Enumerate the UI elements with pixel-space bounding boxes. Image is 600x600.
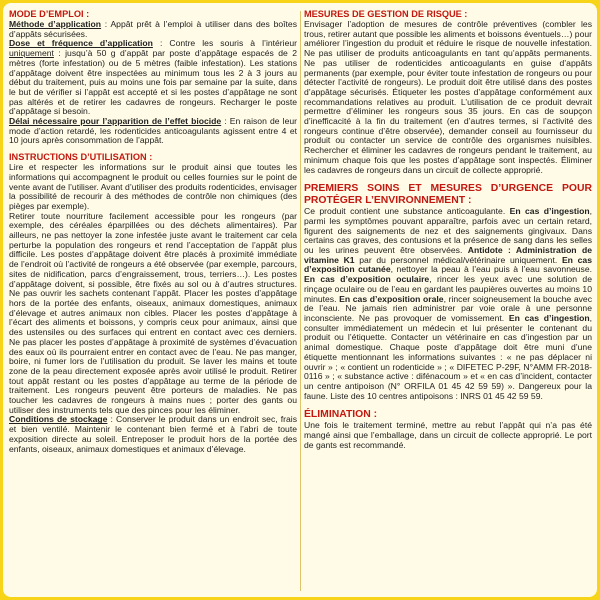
- ps-bold-3: En cas d’exposition cutanée: [304, 254, 592, 275]
- instructions-paragraph-1: Lire et respecter les informations sur le produit ainsi que toutes les informations qui accompagnent le produit ou celles fournies sur le point de vente avant de l’utiliser. Avant d’utiliser des produits rodenticides, envisager la possibilité de recourir à des méthodes de contrôle non chimiques (des pièges par exemple).: [9, 162, 297, 211]
- elimination-text: Une fois le traitement terminé, mettre au rebut l’appât qui n’a pas été mangé ainsi que l’emballage, dans un circuit de collecte approprié. Le port de gants est recommandé.: [304, 420, 592, 450]
- delai-text: : En raison de leur mode d’action retardé, les rodenticides anticoagulants agissent entre 4 et 10 jours après consommation de l’appât.: [9, 116, 297, 146]
- dose-label: Dose et fréquence d’application: [9, 38, 153, 49]
- dose-text-1: : Contre les souris à l’intérieur: [152, 38, 297, 49]
- ps-bold-4: En cas d’exposition oculaire: [304, 274, 430, 285]
- ps-text-4: , nettoyer la peau à l’eau puis à l’eau savonneuse.: [390, 264, 592, 275]
- ps-bold-5: En cas d’exposition orale: [339, 293, 444, 304]
- left-column: [9, 9, 297, 454]
- premiers-soins-heading: PREMIERS SOINS ET MESURES D’URGENCE POUR PROTÉGER L’ENVIRONNEMENT :: [304, 183, 592, 207]
- instructions-heading: INSTRUCTIONS D’UTILISATION :: [9, 152, 153, 163]
- delai-label: Délai nécessaire pour l’apparition de l’effet biocide: [9, 116, 222, 127]
- ps-text-6: , rincer soigneusement la bouche avec de l’eau. Ne jamais rien administrer par voie orale à une personne inconsciente. Ne pas provoquer de vomissement.: [304, 293, 592, 323]
- column-divider: [300, 11, 301, 591]
- dose-paragraph: [9, 39, 297, 117]
- instructions-paragraph-2: Retirer toute nourriture facilement accessible pour les rongeurs (par exemple, des céréales éparpillées ou des déchets alimentaires). Par ailleurs, ne pas nettoyer la zone infestée juste avant le traitement car cela perturbe la population des rongeurs et rend l’acceptation de l’appât plus difficile. Les postes d’appâtage doivent être placés à proximité immédiate de l’endroit où l’activité de rongeurs a été observée (par exemple, parcours, sites de nidification, parcs d’engraissement, trous, terriers…). Les postes d’appâtage doivent, si possible, être fixés au sol ou à d’autres structures. Ne pas ouvrir les sachets contenant l’appât. Placer les postes d’appâtage hors de la portée des enfants, oiseaux, animaux domestiques, animaux d’élevage et autres animaux non cibles. Placer les postes d’appâtage à l’écart des aliments et boissons, y compris ceux pour animaux, ainsi que des ustensiles ou des surfaces qui entrent en contact avec ces derniers. Ne pas placer les postes d’appâtage à proximité de systèmes d’évacuation des eaux où ils pourraient entrer en contact avec de l’eau. Ne pas manger, boire, ni fumer lors de l’utilisation du produit. Se laver les mains et toute zone de la peau directement exposée après avoir utilisé le produit. Retirer tout appât restant ou les postes d’appâtage au terme de la période de traitement. Les rongeurs peuvent être porteurs de maladies. Ne pas toucher les cadavres de rongeurs à mains nues ; porter des gants ou utiliser des instruments tels que des pinces pour les éliminer.: [9, 210, 297, 415]
- premiers-soins-paragraph: [304, 207, 592, 401]
- mesures-heading: MESURES DE GESTION DE RISQUE :: [304, 9, 468, 19]
- methode-paragraph: [9, 20, 297, 39]
- ps-bold-2: Antidote : Administration de vitamine K1: [304, 245, 592, 265]
- methode-text: : Appât prêt à l’emploi à utiliser dans des boîtes d’appâts sécurisées.: [9, 19, 297, 39]
- dose-text-2: : jusqu’à 50 g d’appât par poste d’appâtage espacés de 2 mètres (forte infestation) ou de 5 mètres (faible infestation). Les stations d’appâtage doivent être inspectées au minimum tous les 2 à 3 jours au début du traitement, puis au moins une fois par semaine par la suite, dans le but de vérifier si l’appât est accepté et si les postes d’appâtage ne sont pas altérés et de retirer les cadavres de rongeurs. Recharger le poste d’appâtage si besoin.: [9, 48, 297, 117]
- ps-text-7: , consulter immédiatement un médecin et lui présenter le contenant du produit ou l’étiquette. Contacter un vétérinaire en cas d’ingestion par un animal domestique. Chaque poste d’appâtage doit être muni d’une étiquette mentionnant les informations suivantes : « ne pas déplacer ni ouvrir » ; « contient un rodenticide » ; « DIFETEC P-29F, N°AMM FR-2018-0116 » ; « substance active : difénacoum » et « en cas d’incident, contacter un centre antipoison (N° ORFILA 01 45 42 59 59) ». Dangereux pour la faune. Liste des 10 centres antipoisons : INRS 01 45 42 59 59.: [304, 312, 592, 401]
- dose-uniquement: uniquement: [9, 48, 54, 59]
- ps-bold-1: En cas d’ingestion: [509, 206, 590, 217]
- stockage-label: Conditions de stockage: [9, 414, 108, 425]
- ps-text-1: Ce produit contient une substance anticoagulante.: [304, 206, 510, 217]
- ps-text-5: , rincer les yeux avec une solution de rinçage oculaire ou de l’eau en gardant les paupières ouvertes au moins 10 minutes.: [304, 274, 592, 304]
- mode-emploi-heading: MODE D’EMPLOI :: [9, 9, 90, 19]
- label-panel: [3, 3, 597, 597]
- mesures-text: Envisager l’adoption de mesures de contrôle préventives (combler les trous, retirer autant que possible les aliments et boissons éventuels…) pour améliorer l’ingestion du produit et réduire le risque de nouvelle infestation. Ne pas utiliser de produits anticoagulants en tant qu’appâts permanents. Ne pas utiliser de rodenticides anticoagulants en guise d’appâts permanents (par exemple, pour éviter toute infestation de rongeurs ou pour détecter l’activité de rongeurs). Le produit doit être utilisé dans des postes d’appâtage sécurisés. Étiqueter les postes d’appâtage conformément aux recommandations relatives au produit. L’utilisation de ce produit devrait permettre d’éliminer les rongeurs sous 35 jours. En cas de soupçon d’inefficacité à la fin du traitement (en d’autres termes, si l’activité des rongeurs continue d’être observée), demander conseil au fournisseur du produit ou contacter un service de contrôle des organismes nuisibles. Rechercher et éliminer les cadavres de rongeurs pendant le traitement, au minimum chaque fois que les postes d’appâtage sont inspectés. Éliminer les cadavres de rongeurs dans un circuit de collecte approprié.: [304, 19, 592, 175]
- ps-text-3: par du personnel médical/vétérinaire uniquement.: [354, 254, 562, 265]
- right-column: [304, 9, 592, 450]
- elimination-heading: ÉLIMINATION :: [304, 409, 378, 421]
- ps-bold-6: En cas d’ingestion: [508, 312, 590, 323]
- ps-text-2: , parmi les symptômes pouvant apparaître, parfois avec un certain retard, figurent des saignements de nez et des saignements gingivaux. Dans certains cas graves, des contusions et la présence de sang dans les selles ou les urines peuvent être observées.: [304, 206, 592, 256]
- methode-label: Méthode d’application: [9, 19, 102, 29]
- stockage-text: : Conserver le produit dans un endroit sec, frais et bien ventilé. Maintenir le contenant bien fermé et à l’abri de toute exposition directe au soleil. Entreposer le produit hors de la portée des enfants, oiseaux, animaux domestiques et animaux d’élevage.: [9, 414, 297, 454]
- delai-paragraph: [9, 117, 297, 146]
- stockage-paragraph: [9, 415, 297, 454]
